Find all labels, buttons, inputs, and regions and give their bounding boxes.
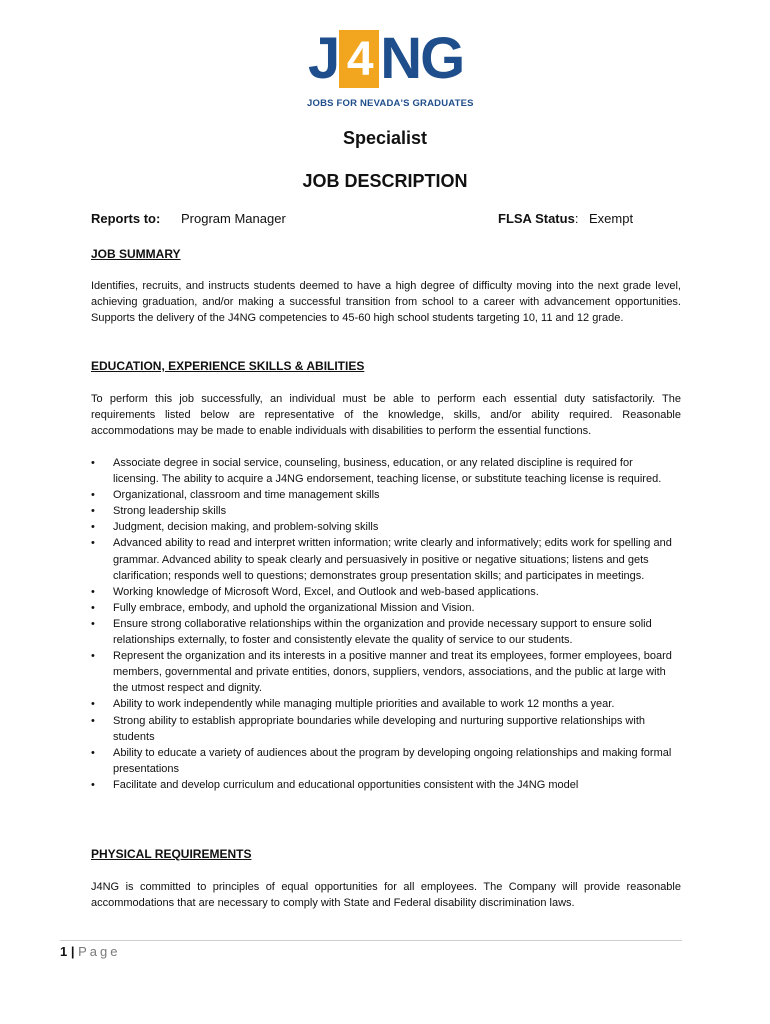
list-item: • Working knowledge of Microsoft Word, Excel, and Outlook and web-based applications.: [91, 584, 681, 600]
logo-letters-ng: NG: [380, 26, 464, 91]
physical-requirements-heading: PHYSICAL REQUIREMENTS: [91, 847, 252, 861]
reports-to-value: Program Manager: [181, 211, 286, 226]
reports-to-label: Reports to:: [91, 211, 161, 226]
education-heading: EDUCATION, EXPERIENCE SKILLS & ABILITIES: [91, 359, 365, 373]
list-item: • Ability to work independently while managing multiple priorities and available to work 12 months a year.: [91, 696, 681, 712]
physical-requirements-text: J4NG is committed to principles of equal opportunities for all employees. The Company will provide reasonable accommodations that are necessary to comply with State and Federal disability discrimination laws.: [91, 881, 681, 910]
flsa-status-label: FLSA Status:: [498, 211, 579, 226]
list-item: • Strong leadership skills: [91, 503, 681, 519]
page-separator: |: [70, 944, 75, 959]
logo-four-badge: 4: [339, 30, 379, 88]
list-item: • Associate degree in social service, counseling, business, education, or any related discipline is required for licensing. The ability to acquire a J4NG endorsement, teaching license, or substitute teaching license is required.: [91, 455, 681, 487]
list-item: • Ensure strong collaborative relationships within the organization and provide necessary support to ensure solid relationships externally, to foster and consistently elevate the quality of service to our students.: [91, 616, 681, 648]
list-item: • Facilitate and develop curriculum and educational opportunities consistent with the J4NG model: [91, 777, 681, 793]
footer-divider: [60, 940, 682, 941]
logo-wordmark: [308, 24, 463, 94]
requirements-list: [91, 455, 681, 793]
list-item: • Represent the organization and its interests in a positive manner and treat its employees, former employees, board members, governmental and private entities, donors, suppliers, vendors, associations, and the public at large with the utmost respect and dignity.: [91, 648, 681, 696]
job-summary-text: Identifies, recruits, and instructs students deemed to have a high degree of difficulty moving into the next grade level, achieving graduation, and/or making a successful transition from school to a career with advancement opportunities. Supports the delivery of the J4NG competencies to 45-60 high school students targeting 10, 11 and 12 grade.: [91, 280, 681, 325]
document-subtitle: JOB DESCRIPTION: [302, 171, 468, 191]
j4ng-logo: [303, 24, 473, 114]
flsa-status-value: Exempt: [589, 211, 634, 226]
education-intro: To perform this job successfully, an individual must be able to perform each essential duty satisfactorily. The requirements listed below are representative of the knowledge, skills, and/or ability required. Reasonable accommodations may be made to enable individuals with disabilities to perform the essential functions.: [91, 393, 681, 438]
list-item: • Strong ability to establish appropriate boundaries while developing and nurturing supportive relationships with students: [91, 713, 681, 745]
logo-letter-j: J: [308, 26, 339, 91]
list-item: • Judgment, decision making, and problem-solving skills: [91, 519, 681, 535]
document-title: Specialist: [342, 128, 428, 148]
list-item: • Advanced ability to read and interpret written information; write clearly and informatively; edits work for spelling and grammar. Advanced ability to speak clearly and persuasively in positive or negative situations; listens and gets clarification; responds well to questions; demonstrates group presentation skills; and participates in meetings.: [91, 535, 681, 583]
logo-tagline: JOBS FOR NEVADA'S GRADUATES: [307, 98, 474, 109]
page-number: 1: [60, 944, 68, 959]
list-item: • Fully embrace, embody, and uphold the organizational Mission and Vision.: [91, 600, 681, 616]
list-item: • Ability to educate a variety of audiences about the program by developing ongoing relationships and making formal presentations: [91, 745, 681, 777]
page-footer: [60, 944, 121, 959]
list-item: • Organizational, classroom and time management skills: [91, 487, 681, 503]
page-label: Page: [78, 944, 121, 959]
job-summary-heading: JOB SUMMARY: [91, 247, 181, 261]
